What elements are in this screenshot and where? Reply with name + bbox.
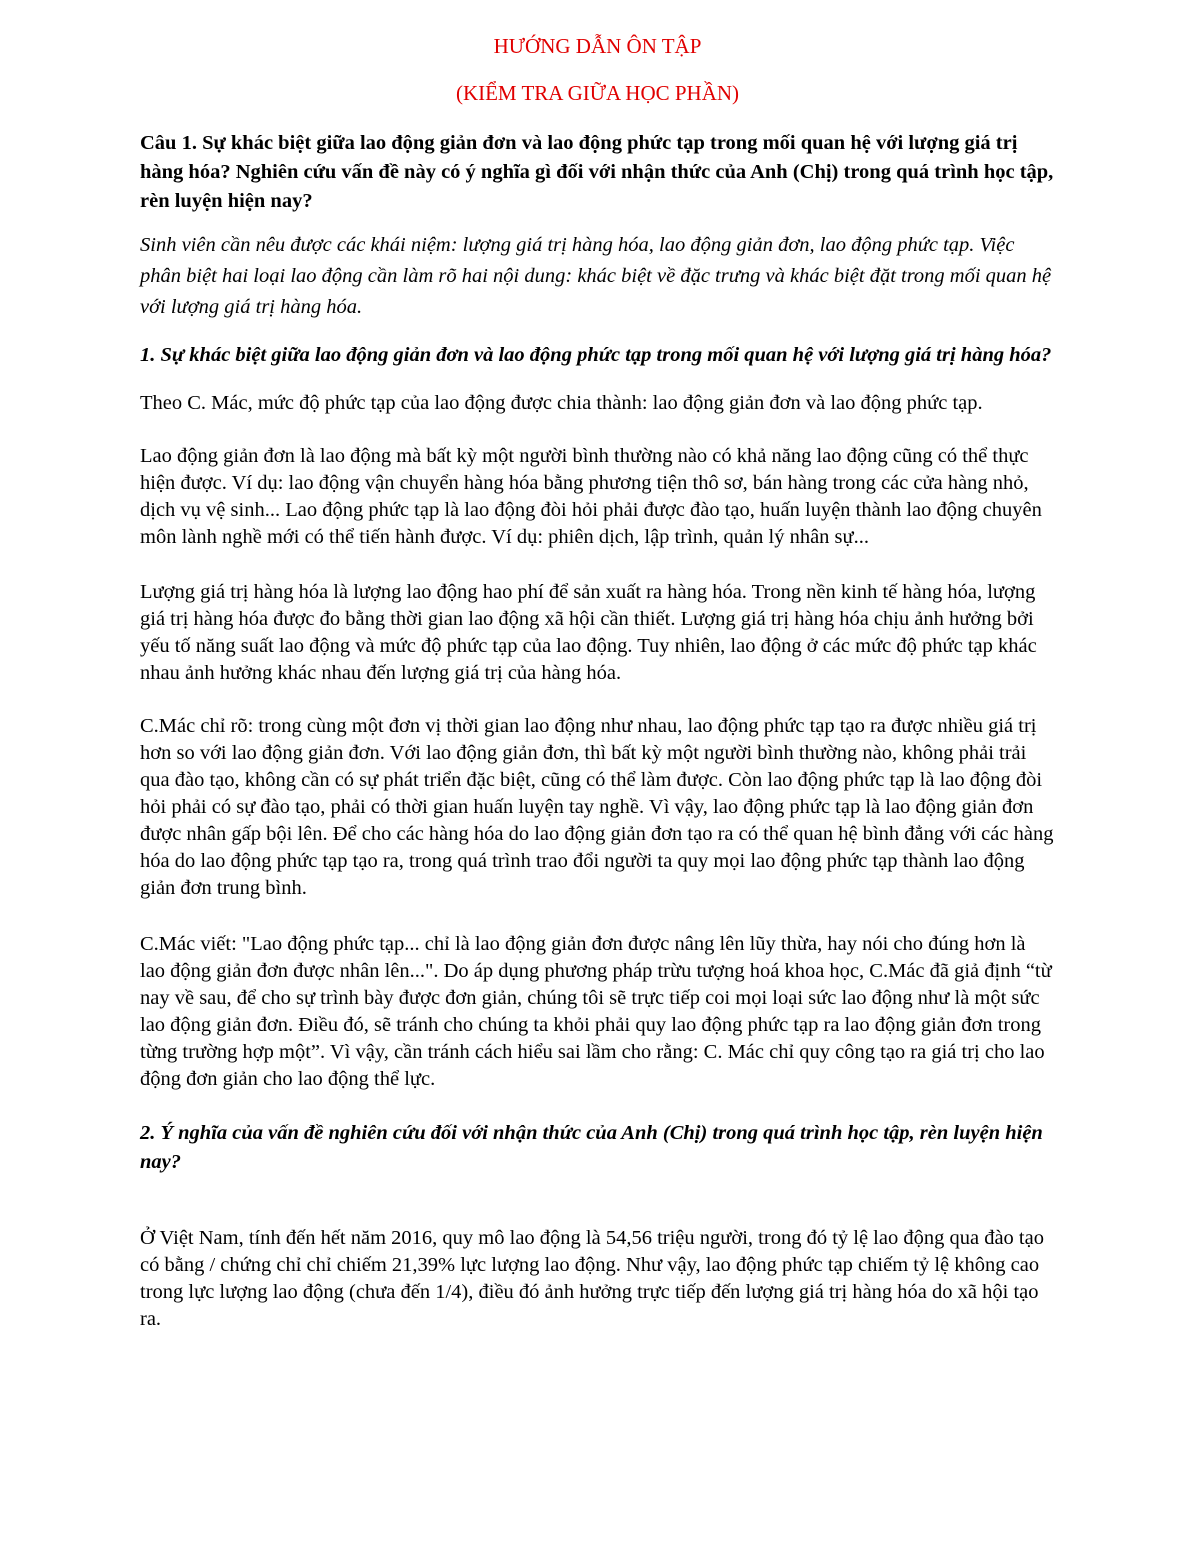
body-paragraph: C.Mác viết: "Lao động phức tạp... chỉ là lao động giản đơn được nâng lên lũy thừa, hay nói cho đúng hơn là lao động giản đơn được nhân lên...". Do áp dụng phương pháp trừu tượng hoá khoa học, C.Mác đã giả định “từ nay về sau, để cho sự trình bày được đơn giản, chúng tôi sẽ trực tiếp coi mọi loại sức lao động như là một sức lao động giản đơn. Điều đó, sẽ tránh cho chúng ta khỏi phải quy lao động phức tạp ra lao động giản đơn trong từng trường hợp một”. Vì vậy, cần tránh cách hiểu sai lầm cho rằng: C. Mác chỉ quy công tạo ra giá trị cho lao động đơn giản cho lao động thể lực. xyxy=(140,933,1052,1090)
question-text: Câu 1. Sự khác biệt giữa lao động giản đơn và lao động phức tạp trong mối quan hệ với lượng giá trị hàng hóa? Nghiên cứu vấn đề này có ý nghĩa gì đối với nhận thức của Anh (Chị) trong quá trình học tập, rèn luyện hiện nay? xyxy=(140,132,1054,212)
document-page xyxy=(140,28,1055,1333)
document-subtitle: (KIỂM TRA GIỮA HỌC PHẦN) xyxy=(455,81,740,105)
body-paragraph: C.Mác chỉ rõ: trong cùng một đơn vị thời gian lao động như nhau, lao động phức tạp tạo ra được nhiều giá trị hơn so với lao động giản đơn. Với lao động giản đơn, thì bất kỳ một người bình thường nào, không phải trải qua đào tạo, không cần có sự phát triển đặc biệt, cũng có thể làm được. Còn lao động phức tạp là lao động đòi hỏi phải có sự đào tạo, phải có thời gian huấn luyện tay nghề. Vì vậy, lao động phức tạp là lao động giản đơn được nhân gấp bội lên. Để cho các hàng hóa do lao động giản đơn tạo ra có thể quan hệ bình đẳng với các hàng hóa do lao động phức tạp tạo ra, trong quá trình trao đổi người ta quy mọi lao động phức tạp thành lao động giản đơn trung bình. xyxy=(140,715,1054,899)
section-1-heading: 1. Sự khác biệt giữa lao động giản đơn và lao động phức tạp trong mối quan hệ với lượng giá trị hàng hóa? xyxy=(140,344,1052,366)
section-2-heading: 2. Ý nghĩa của vấn đề nghiên cứu đối với nhận thức của Anh (Chị) trong quá trình học tập, rèn luyện hiện nay? xyxy=(140,1122,1043,1173)
body-paragraph: Lượng giá trị hàng hóa là lượng lao động hao phí để sản xuất ra hàng hóa. Trong nền kinh tế hàng hóa, lượng giá trị hàng hóa được đo bằng thời gian lao động xã hội cần thiết. Lượng giá trị hàng hóa chịu ảnh hưởng bởi yếu tố năng suất lao động và mức độ phức tạp của lao động. Tuy nhiên, lao động ở các mức độ phức tạp khác nhau ảnh hưởng khác nhau đến lượng giá trị của hàng hóa. xyxy=(140,581,1037,684)
answer-guide: Sinh viên cần nêu được các khái niệm: lượng giá trị hàng hóa, lao động giản đơn, lao động phức tạp. Việc phân biệt hai loại lao động cần làm rõ hai nội dung: khác biệt về đặc trưng và khác biệt đặt trong mối quan hệ với lượng giá trị hàng hóa. xyxy=(140,234,1052,318)
body-paragraph: Lao động giản đơn là lao động mà bất kỳ một người bình thường nào có khả năng lao động cũng có thể thực hiện được. Ví dụ: lao động vận chuyển hàng hóa bằng phương tiện thô sơ, bán hàng trong các cửa hàng nhỏ, dịch vụ vệ sinh... Lao động phức tạp là lao động đòi hỏi phải được đào tạo, huấn luyện thành lao động chuyên môn lành nghề mới có thể tiến hành được. Ví dụ: phiên dịch, lập trình, quản lý nhân sự... xyxy=(140,445,1042,548)
document-title: HƯỚNG DẪN ÔN TẬP xyxy=(493,34,702,58)
body-paragraph: Theo C. Mác, mức độ phức tạp của lao động được chia thành: lao động giản đơn và lao động phức tạp. xyxy=(140,392,983,414)
body-paragraph: Ở Việt Nam, tính đến hết năm 2016, quy mô lao động là 54,56 triệu người, trong đó tỷ lệ lao động qua đào tạo có bằng / chứng chỉ chỉ chiếm 21,39% lực lượng lao động. Như vậy, lao động phức tạp chiếm tỷ lệ không cao trong lực lượng lao động (chưa đến 1/4), điều đó ảnh hưởng trực tiếp đến lượng giá trị hàng hóa do xã hội tạo ra. xyxy=(140,1227,1044,1330)
